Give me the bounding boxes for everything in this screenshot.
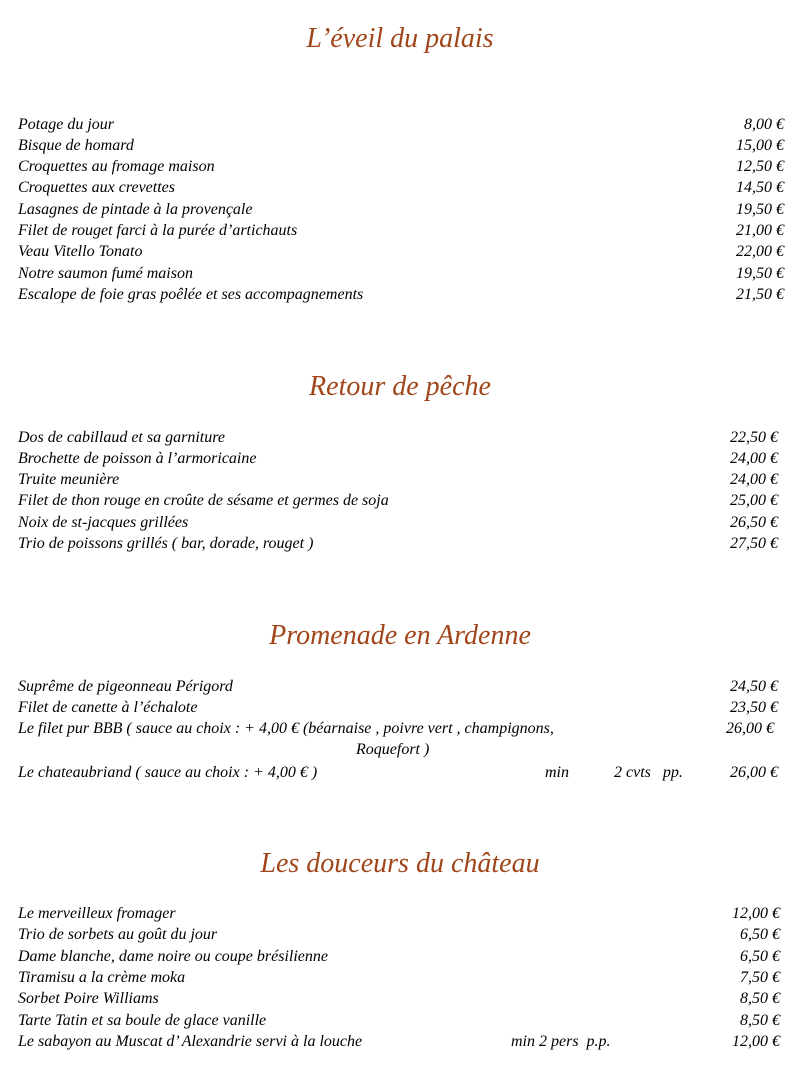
menu-item [18,135,784,156]
item-price: 22,50 € [730,429,778,446]
menu-item [18,533,778,554]
item-name: Suprême de pigeonneau Périgord [18,678,233,695]
item-price: 8,50 € [740,990,780,1007]
item-note-qty: 2 cvts pp. [614,764,683,781]
item-price: 15,00 € [736,137,784,154]
item-name: Veau Vitello Tonato [18,243,143,260]
menu-item [18,988,780,1009]
item-price: 8,50 € [740,1012,780,1029]
item-name: Filet de rouget farci à la purée d’artichauts [18,222,298,239]
item-name: Noix de st-jacques grillées [18,514,189,531]
item-name: Tiramisu a la crème moka [18,969,186,986]
item-name: Potage du jour [18,116,114,133]
item-price: 19,50 € [736,265,784,282]
item-price: 22,00 € [736,243,784,260]
item-name: Trio de poissons grillés ( bar, dorade, rouget ) [18,535,314,552]
menu-item [18,177,784,198]
menu-item [18,469,778,490]
item-name: Le chateaubriand ( sauce au choix : + 4,00 € ) [18,764,318,781]
menu-item [18,762,778,783]
item-name: Le sabayon au Muscat d’ Alexandrie servi à la louche [18,1033,363,1050]
item-price: 26,50 € [730,514,778,531]
item-name: Truite meunière [18,471,120,488]
item-price: 21,50 € [736,286,784,303]
menu-item [18,490,778,511]
menu-item [18,967,780,988]
section-title: Les douceurs du château [260,848,540,879]
item-price: 14,50 € [736,179,784,196]
item-note-min: min [545,764,569,781]
item-name: Filet de canette à l’échalote [18,699,198,716]
menu-item [18,676,778,697]
item-name: Croquettes aux crevettes [18,179,175,196]
menu-item [18,1010,780,1031]
item-name: Filet de thon rouge en croûte de sésame et germes de soja [18,492,389,509]
menu-item [18,114,784,135]
item-price: 27,50 € [730,535,778,552]
item-name: Le merveilleux fromager [18,905,176,922]
item-name: Sorbet Poire Williams [18,990,159,1007]
menu-item [18,241,784,262]
item-price: 24,00 € [730,450,778,467]
menu-item [18,427,778,448]
item-note: min 2 pers p.p. [511,1033,611,1050]
item-price: 24,00 € [730,471,778,488]
menu-item [18,263,784,284]
item-price: 26,00 € [726,720,774,737]
menu-item [18,156,784,177]
item-price: 19,50 € [736,201,784,218]
item-price: 23,50 € [730,699,778,716]
section-title: Promenade en Ardenne [269,620,531,651]
menu-item [18,284,784,305]
menu-item [18,924,780,945]
item-price: 24,50 € [730,678,778,695]
item-name-continuation: Roquefort ) [356,741,430,758]
menu-item [18,199,784,220]
item-name: Escalope de foie gras poêlée et ses accompagnements [18,286,364,303]
item-name: Le filet pur BBB ( sauce au choix : + 4,00 € (béarnaise , poivre vert , champignons, [18,720,554,737]
item-name: Dos de cabillaud et sa garniture [18,429,225,446]
item-price: 7,50 € [740,969,780,986]
item-price: 6,50 € [740,948,780,965]
item-price: 12,50 € [736,158,784,175]
item-name: Dame blanche, dame noire ou coupe brésilienne [18,948,328,965]
menu-item [18,220,784,241]
section-title: L’éveil du palais [306,23,494,54]
menu-item [18,946,780,967]
item-price: 6,50 € [740,926,780,943]
menu-item [18,718,774,739]
item-name: Bisque de homard [18,137,134,154]
menu-item [18,448,778,469]
item-price: 8,00 € [744,116,784,133]
section-title: Retour de pêche [309,371,491,402]
item-price: 25,00 € [730,492,778,509]
menu-item [18,697,778,718]
item-price: 21,00 € [736,222,784,239]
menu-item [18,512,778,533]
menu-item [18,1031,780,1052]
item-price: 12,00 € [732,1033,780,1050]
item-name: Brochette de poisson à l’armoricaine [18,450,257,467]
item-name: Croquettes au fromage maison [18,158,215,175]
item-price: 26,00 € [730,764,778,781]
item-name: Trio de sorbets au goût du jour [18,926,218,943]
item-name: Tarte Tatin et sa boule de glace vanille [18,1012,267,1029]
item-name: Notre saumon fumé maison [18,265,193,282]
menu-item [18,903,780,924]
item-price: 12,00 € [732,905,780,922]
item-name: Lasagnes de pintade à la provençale [18,201,253,218]
